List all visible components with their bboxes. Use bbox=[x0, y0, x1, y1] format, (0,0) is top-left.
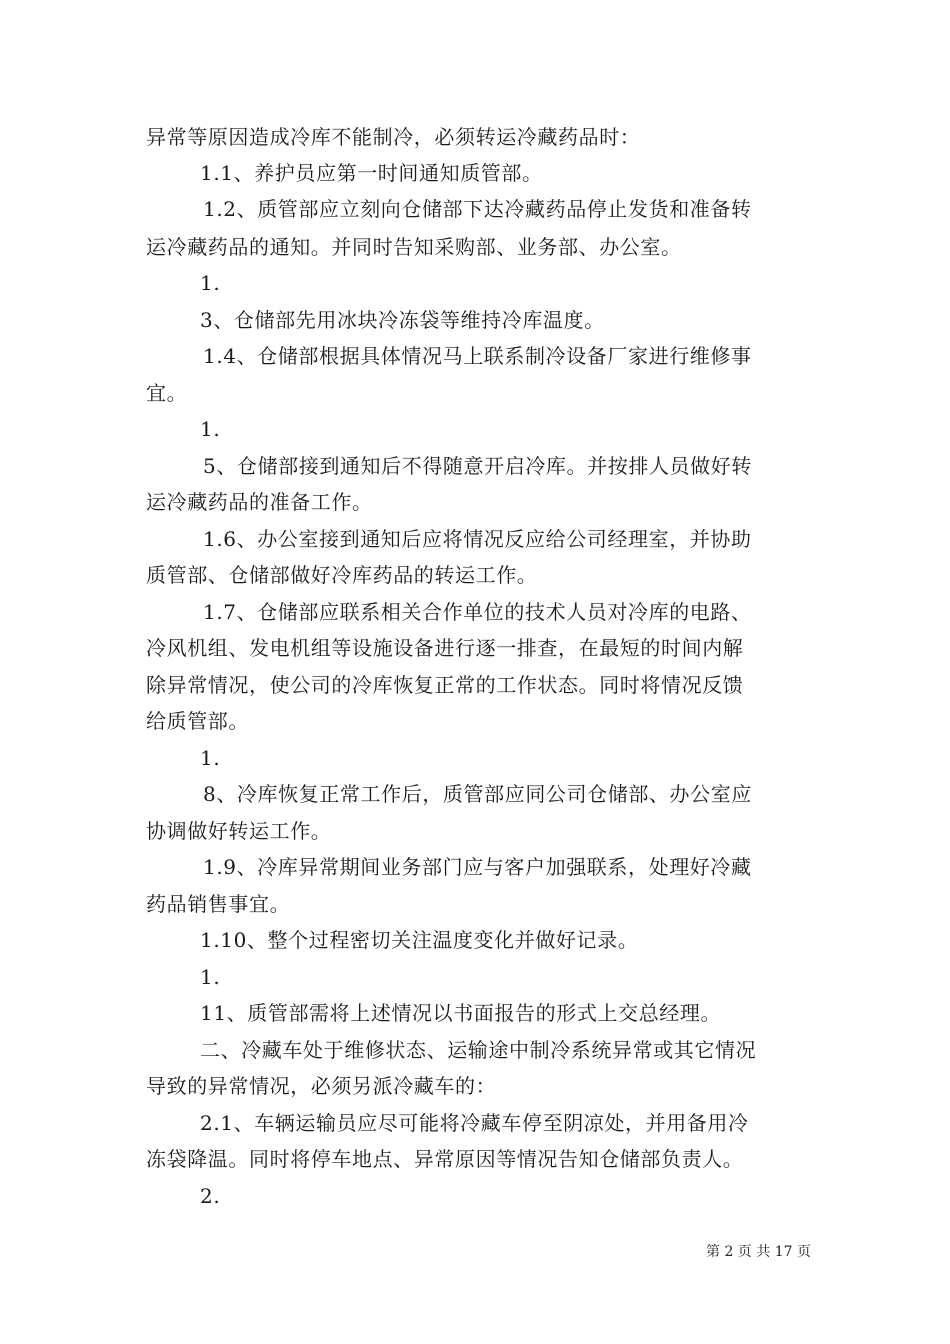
text-line: 1. bbox=[200, 965, 221, 989]
text-line: 药品销售事宜。 bbox=[146, 892, 291, 916]
text-line: 导致的异常情况，必须另派冷藏车的： bbox=[146, 1074, 497, 1098]
text-line: 异常等原因造成冷库不能制冷，必须转运冷藏药品时： bbox=[146, 125, 641, 149]
text-line: 1.9、冷库异常期间业务部门应与客户加强联系，处理好冷藏 bbox=[203, 855, 752, 879]
text-line: 1. bbox=[200, 746, 221, 770]
text-line: 1.4、仓储部根据具体情况马上联系制冷设备厂家进行维修事 bbox=[203, 344, 752, 368]
text-line: 1. bbox=[200, 271, 221, 295]
text-line: 1.10、整个过程密切关注温度变化并做好记录。 bbox=[200, 928, 639, 952]
text-line: 运冷藏药品的准备工作。 bbox=[146, 490, 373, 514]
text-line: 1.2、质管部应立刻向仓储部下达冷藏药品停止发货和准备转 bbox=[203, 197, 752, 221]
text-line: 5、仓储部接到通知后不得随意开启冷库。并按排人员做好转 bbox=[203, 454, 752, 478]
text-line: 二、冷藏车处于维修状态、运输途中制冷系统异常或其它情况 bbox=[200, 1038, 757, 1062]
text-line: 宜。 bbox=[146, 381, 188, 405]
text-line: 1.6、办公室接到通知后应将情况反应给公司经理室，并协助 bbox=[203, 527, 752, 551]
text-line: 除异常情况，使公司的冷库恢复正常的工作状态。同时将情况反馈 bbox=[146, 673, 744, 697]
text-line: 11、质管部需将上述情况以书面报告的形式上交总经理。 bbox=[200, 1001, 722, 1025]
text-line: 2. bbox=[200, 1184, 221, 1208]
text-line: 质管部、仓储部做好冷库药品的转运工作。 bbox=[146, 563, 538, 587]
text-line: 运冷藏药品的通知。并同时告知采购部、业务部、办公室。 bbox=[146, 235, 682, 259]
text-line: 1. bbox=[200, 417, 221, 441]
text-line: 冷风机组、发电机组等设施设备进行逐一排查，在最短的时间内解 bbox=[146, 636, 744, 660]
text-line: 冻袋降温。同时将停车地点、异常原因等情况告知仓储部负责人。 bbox=[146, 1147, 744, 1171]
page-number: 第 2 页 共 17 页 bbox=[706, 1244, 811, 1260]
text-line: 协调做好转运工作。 bbox=[146, 819, 332, 843]
text-line: 1.1、养护员应第一时间通知质管部。 bbox=[200, 161, 543, 185]
text-line: 2.1、车辆运输员应尽可能将冷藏车停至阴凉处，并用备用冷 bbox=[200, 1111, 749, 1135]
text-line: 8、冷库恢复正常工作后，质管部应同公司仓储部、办公室应 bbox=[203, 782, 752, 806]
text-line: 1.7、仓储部应联系相关合作单位的技术人员对冷库的电路、 bbox=[203, 600, 752, 624]
text-line: 给质管部。 bbox=[146, 709, 249, 733]
text-line: 3、仓储部先用冰块冷冻袋等维持冷库温度。 bbox=[200, 308, 605, 332]
